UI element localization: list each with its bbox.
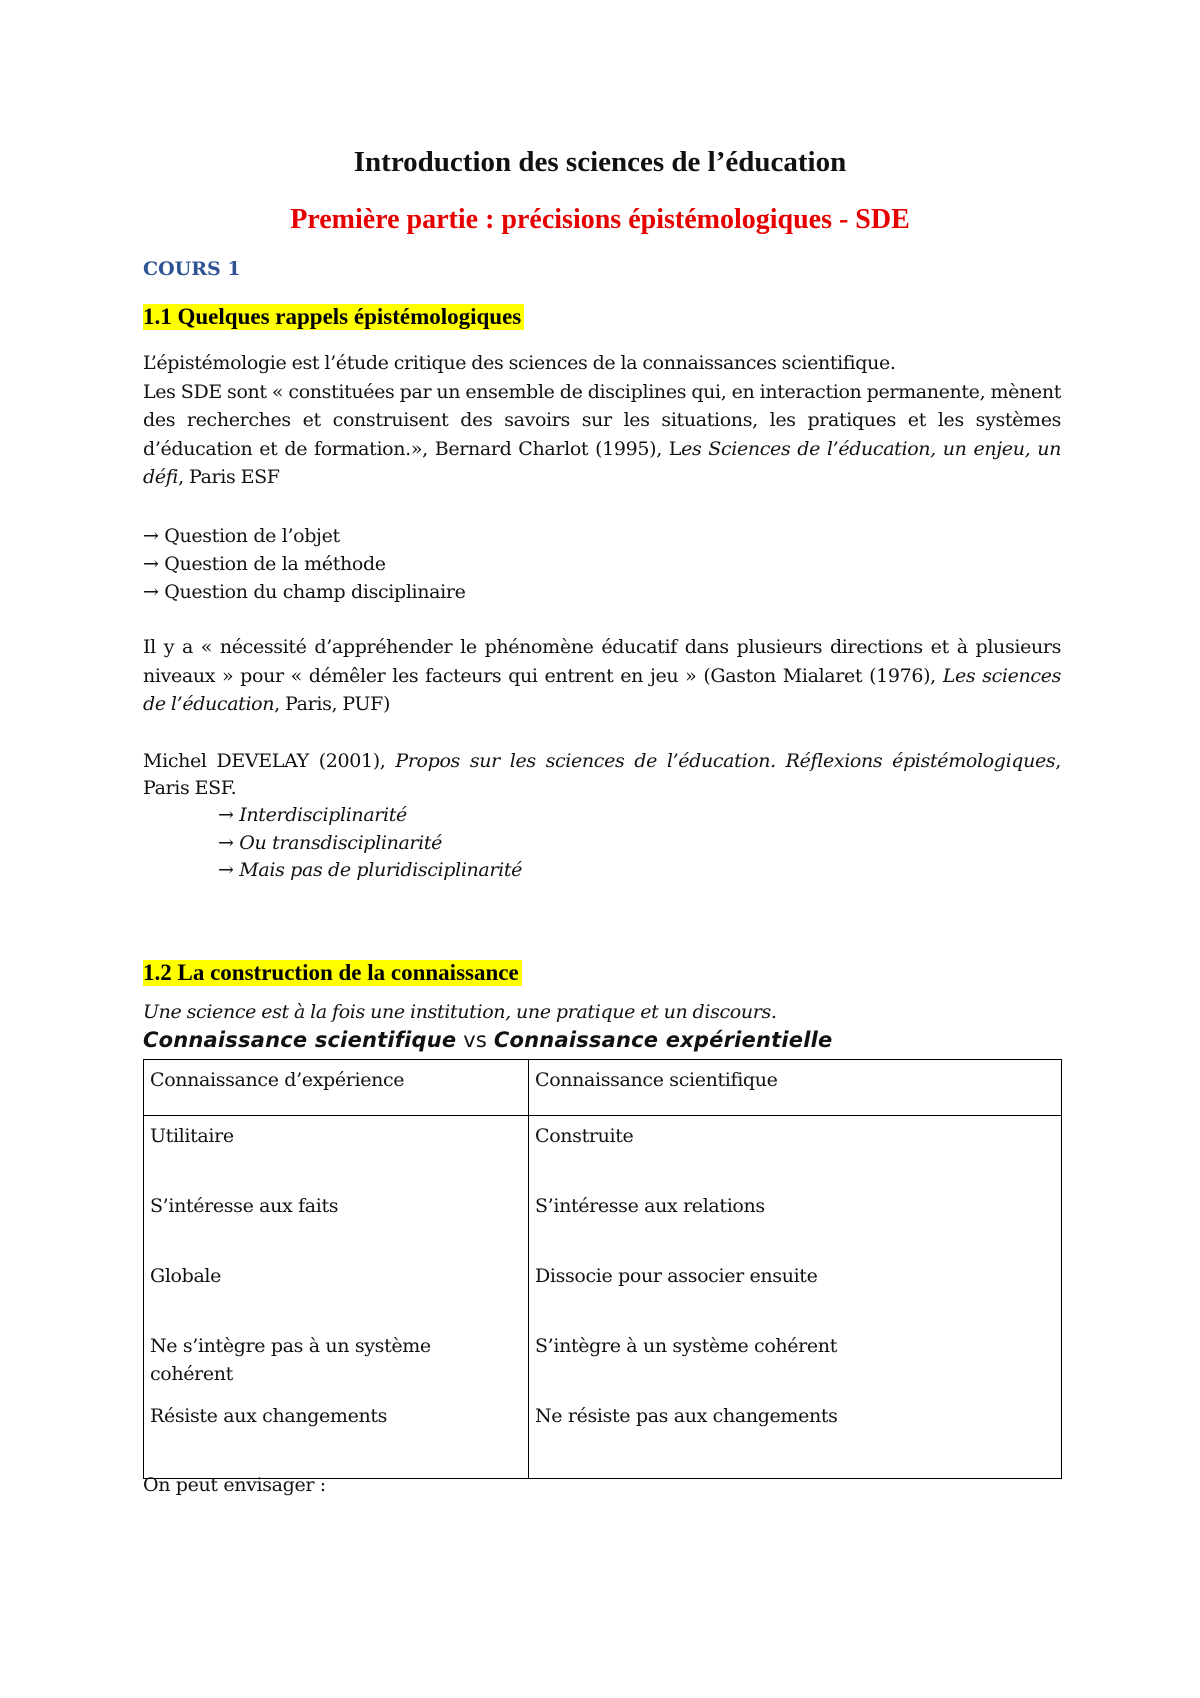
table-cell-item: Construite [535,1125,634,1147]
question-item: → Question de l’objet [143,525,340,547]
mialaret-book-title: Les sciences de l’éducation [143,664,1061,715]
question-item: → Question de la méthode [143,553,386,575]
sde-quote-publisher: , Paris ESF [178,466,280,488]
discipline-item: → Ou transdisciplinarité [218,831,443,854]
table-cell-item: S’intéresse aux faits [150,1195,339,1217]
disciplines-list [218,802,522,885]
knowledge-comparison-table [143,1059,1062,1479]
table-cell-scientific [529,1116,1062,1479]
discipline-item: → Interdisciplinarité [218,804,407,826]
table-cell-item: Résiste aux changements [150,1405,388,1427]
table-cell-item: Utilitaire [150,1125,234,1147]
table-cell-item: S’intéresse aux relations [535,1195,765,1217]
table-header-cell: Connaissance scientifique [529,1060,1062,1116]
sde-quote-text: Les SDE sont « constituées par un ensemble de disciplines qui, en interaction permanente, mènent des recherches et construisent des savoirs sur les situations, les pratiques et les systèmes d’éducation et de formation.», Bernard Charlot (1995), L [143,380,1061,460]
sde-quote [143,381,1061,489]
table-header-row [144,1060,1062,1116]
part-subtitle: Première partie : précisions épistémologiques - SDE [290,204,910,235]
table-header-cell: Connaissance d’expérience [144,1060,529,1116]
table-cell-experience [144,1116,529,1479]
table-cell-item: Globale [150,1265,222,1287]
develay-book-title: Propos sur les sciences de l’éducation. Réflexions épistémologiques [395,750,1056,772]
develay-reference [143,748,1061,802]
science-definition: Une science est à la fois une institution, une pratique et un discours. [143,1001,777,1023]
comparison-right: Connaissance expérientielle [493,1028,833,1052]
table-cell-item: Ne résiste pas aux changements [535,1405,838,1427]
comparison-vs: vs [456,1028,494,1052]
mialaret-quote-text: Il y a « nécessité d’appréhender le phénomène éducatif dans plusieurs directions et à plusieurs niveaux » pour « démêler les facteurs qui entrent en jeu » (Gaston Mialaret (1976), [143,636,1061,687]
closing-line: On peut envisager : [143,1474,326,1496]
question-item: → Question du champ disciplinaire [143,581,466,603]
section-1-heading [143,304,524,330]
table-cell-item: Dissocie pour associer ensuite [535,1265,818,1287]
table-cell-item: Ne s’intègre pas à un système cohérent [150,1335,431,1385]
section-2-heading-text: 1.2 La construction de la connaissance [143,960,522,986]
table-cell-item: S’intègre à un système cohérent [535,1335,837,1357]
mialaret-quote [143,633,1061,719]
document-title: Introduction des sciences de l’éducation [353,146,847,178]
discipline-item: → Mais pas de pluridisciplinarité [218,859,523,881]
section-1-heading-text: 1.1 Quelques rappels épistémologiques [143,304,524,330]
comparison-left: Connaissance scientifique [143,1028,457,1052]
course-label: COURS 1 [143,258,241,280]
sde-quote-book-title: es Sciences de l’éducation, un enjeu, un défi [143,437,1061,488]
mialaret-publisher: , Paris, PUF) [274,693,391,715]
develay-author: Michel DEVELAY (2001), [143,750,396,772]
table-row [144,1116,1062,1479]
epistemology-definition: L’épistémologie est l’étude critique des sciences de la connaissances scientifique. [143,352,896,374]
section-2-heading [143,960,522,986]
comparison-title [143,1028,832,1052]
questions-list [143,522,466,606]
section-1-paragraphs [143,349,1061,492]
develay-publisher: , Paris ESF. [143,750,1061,799]
